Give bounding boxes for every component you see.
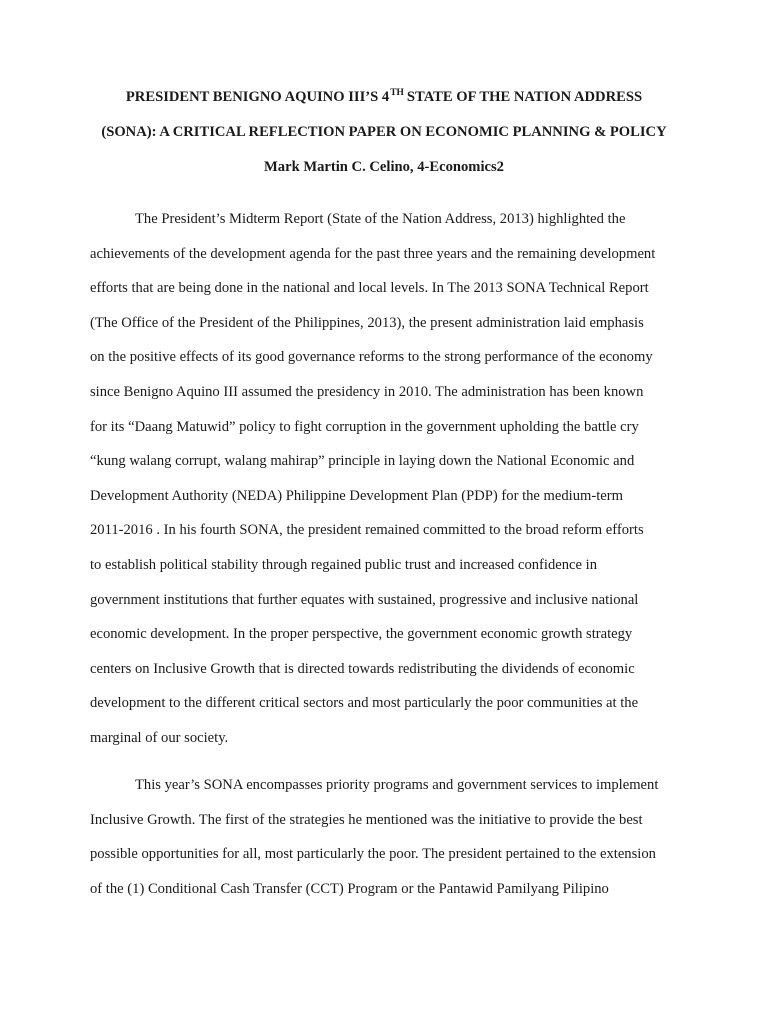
paragraph-line: Inclusive Growth. The first of the strategies he mentioned was the initiative to provide the best [90, 811, 643, 828]
paragraph-line: possible opportunities for all, most particularly the poor. The president pertained to the extension [90, 846, 656, 863]
paper-title-line-1 [0, 89, 768, 106]
title-prefix: PRESIDENT BENIGNO AQUINO III’S 4 [125, 89, 390, 105]
paragraph-line: (The Office of the President of the Philippines, 2013), the present administration laid emphasis [90, 314, 644, 331]
paragraph-line: since Benigno Aquino III assumed the presidency in 2010. The administration has been known [90, 383, 644, 400]
paragraph-line: achievements of the development agenda for the past three years and the remaining development [90, 245, 656, 262]
paragraph-line: development to the different critical sectors and most particularly the poor communities at the [90, 695, 639, 712]
paragraph-line: to establish political stability through regained public trust and increased confidence in [90, 556, 597, 573]
paragraph-1 [90, 202, 690, 756]
paragraph-2 [90, 768, 690, 906]
title-superscript: TH [390, 88, 404, 98]
paper-title-line-2: (SONA): A CRITICAL REFLECTION PAPER ON ECONOMIC PLANNING & POLICY [101, 124, 667, 140]
paragraph-line: government institutions that further equates with sustained, progressive and inclusive national [90, 591, 639, 608]
paragraph-line: Development Authority (NEDA) Philippine Development Plan (PDP) for the medium-term [90, 487, 623, 504]
paragraph-line: This year’s SONA encompasses priority programs and government services to implement [135, 777, 659, 793]
paragraph-line: The President’s Midterm Report (State of the Nation Address, 2013) highlighted the [135, 211, 626, 227]
paragraph-line: 2011-2016 . In his fourth SONA, the president remained committed to the broad reform efforts [90, 522, 644, 539]
paragraph-line: marginal of our society. [90, 729, 229, 746]
paragraph-line: of the (1) Conditional Cash Transfer (CCT) Program or the Pantawid Pamilyang Pilipino [90, 880, 609, 897]
paragraph-line: on the positive effects of its good governance reforms to the strong performance of the economy [90, 349, 653, 366]
paragraph-line: efforts that are being done in the national and local levels. In The 2013 SONA Technical Report [90, 280, 649, 297]
paragraph-line: economic development. In the proper perspective, the government economic growth strategy [90, 626, 633, 643]
paragraph-line: for its “Daang Matuwid” policy to fight corruption in the government upholding the battle cry [90, 418, 639, 435]
title-suffix: STATE OF THE NATION ADDRESS [406, 89, 643, 105]
paragraph-line: “kung walang corrupt, walang mahirap” principle in laying down the National Economic and [90, 453, 635, 470]
author-line: Mark Martin C. Celino, 4-Economics2 [264, 159, 504, 175]
paragraph-line: centers on Inclusive Growth that is directed towards redistributing the dividends of economic [90, 660, 635, 677]
